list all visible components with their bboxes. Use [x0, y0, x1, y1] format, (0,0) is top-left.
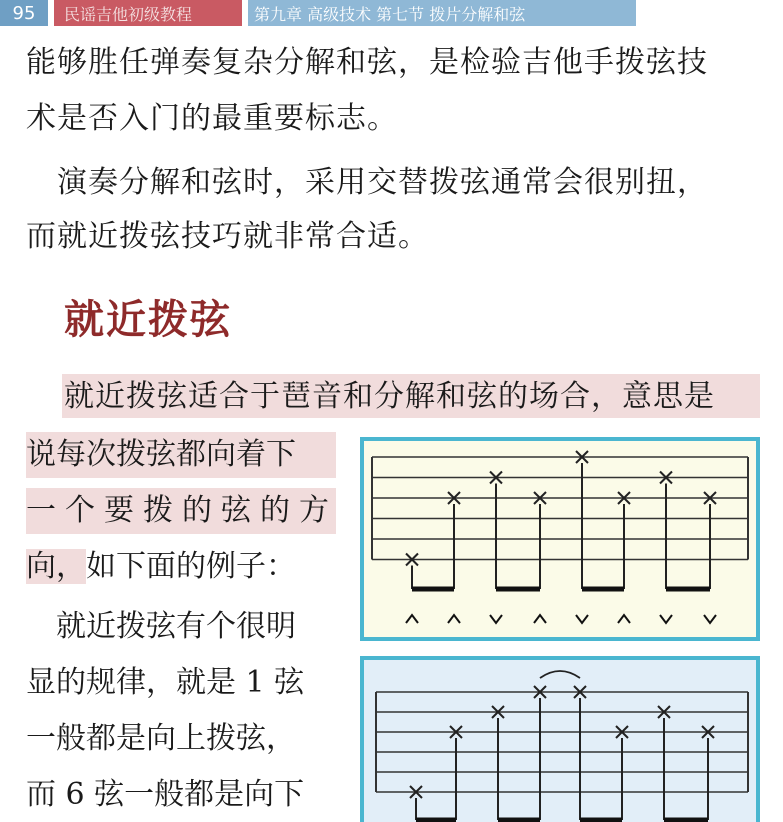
- tab-example-1: [360, 437, 760, 641]
- upstroke-mark: [448, 615, 460, 623]
- body-line-wrap: [26, 544, 296, 590]
- body-line: 就近拨弦有个很明: [26, 609, 296, 644]
- book-title: 民谣吉他初级教程: [54, 0, 242, 26]
- downstroke-mark: [576, 615, 588, 623]
- paragraph-line: 术是否入门的最重要标志。: [26, 101, 398, 136]
- tab-staff-1: [364, 441, 756, 637]
- downstroke-mark: [660, 615, 672, 623]
- slur-mark: [540, 671, 580, 678]
- upstroke-mark: [618, 615, 630, 623]
- section-heading: 就近拨弦: [64, 296, 232, 343]
- body-line: 而 6 弦一般都是向下: [26, 777, 305, 812]
- paragraph-line: 能够胜任弹奏复杂分解和弦，是检验吉他手拨弦技: [26, 45, 708, 80]
- body-line: 一个要拨的弦的方: [26, 488, 336, 534]
- body-line: 就近拨弦适合于琶音和分解和弦的场合，意思是: [64, 379, 715, 414]
- paragraph-line: 演奏分解和弦时，采用交替拨弦通常会很别扭，: [26, 165, 708, 200]
- downstroke-mark: [490, 615, 502, 623]
- body-line: 说每次拨弦都向着下: [26, 432, 336, 478]
- downstroke-mark: [704, 615, 716, 623]
- body-line: 一般都是向上拨弦，: [26, 721, 296, 756]
- paragraph-line: 而就近拨弦技巧就非常合适。: [26, 219, 429, 254]
- body-line: 显的规律，就是 1 弦: [26, 665, 305, 700]
- upstroke-mark: [406, 615, 418, 623]
- tab-staff-2: [364, 660, 756, 822]
- page-number: 95: [0, 0, 48, 26]
- body-fragment: 向，: [26, 549, 86, 584]
- upstroke-mark: [534, 615, 546, 623]
- chapter-title: 第九章 高级技术 第七节 拨片分解和弦: [248, 0, 636, 26]
- body-fragment: 如下面的例子：: [86, 549, 296, 584]
- tab-example-2: [360, 656, 760, 822]
- page-header: [0, 0, 636, 26]
